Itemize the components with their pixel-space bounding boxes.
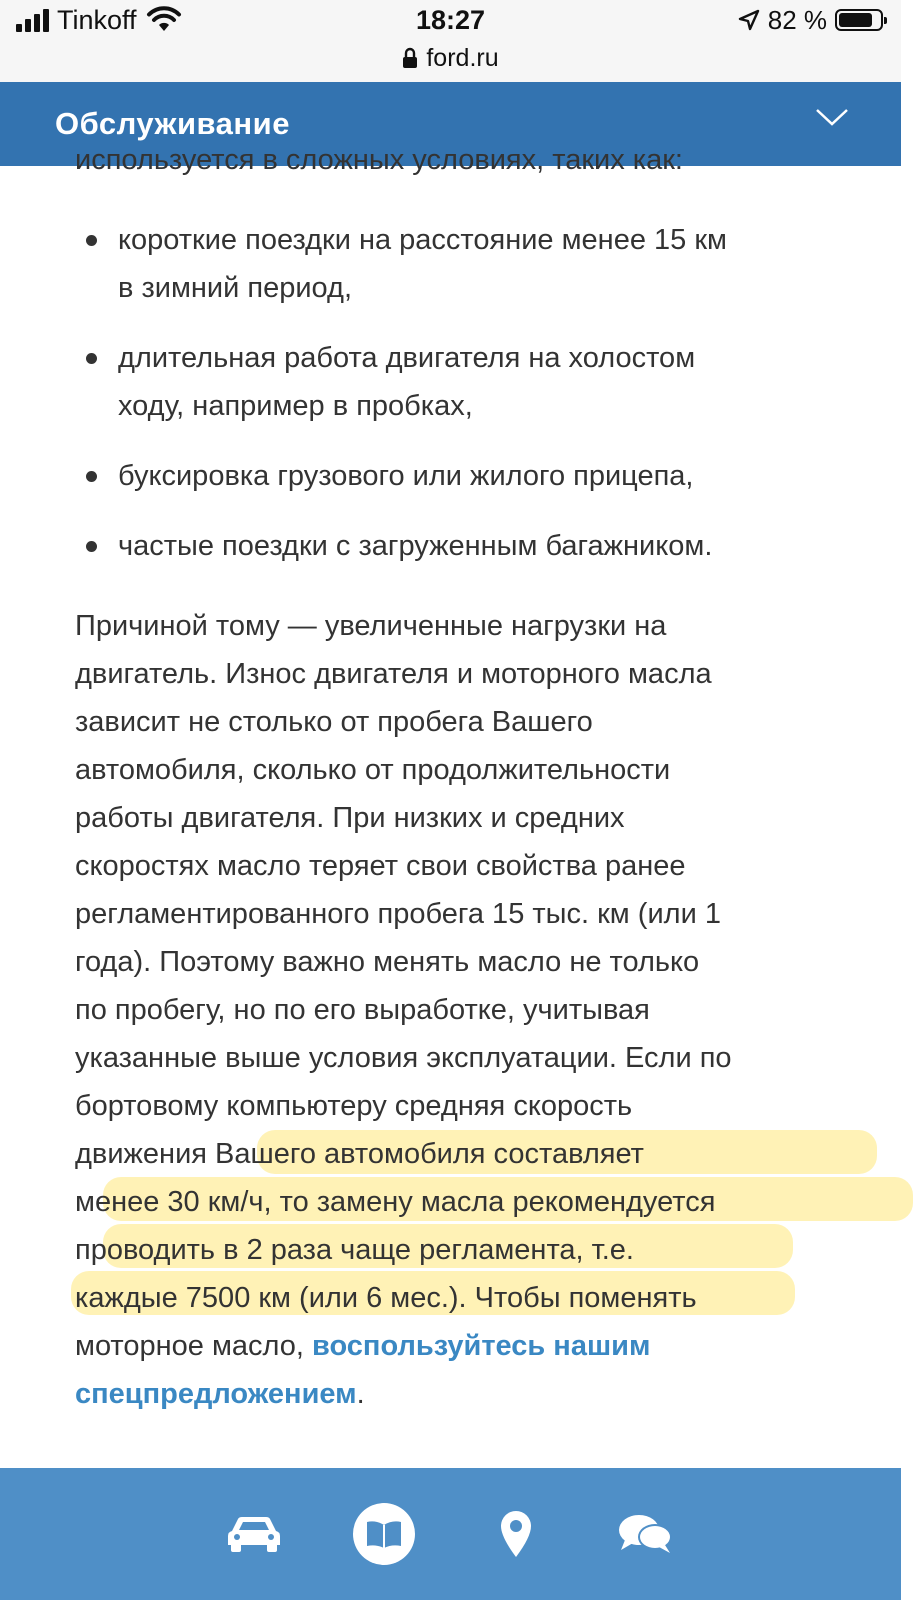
book-icon [365,1519,403,1549]
url-text[interactable]: ford.ru [426,43,499,72]
paragraph-line: движения Вашего автомобиля составляет [75,1138,644,1170]
address-bar[interactable] [0,40,901,76]
paragraph-line [75,1370,835,1418]
paragraph-line: года). Поэтому важно менять масло не только [75,946,700,978]
paragraph-text: моторное масло, [75,1330,313,1362]
nav-item-vehicle[interactable] [222,1502,286,1566]
car-icon [226,1513,282,1555]
chevron-down-icon[interactable] [815,106,849,128]
status-bar [0,0,901,82]
paragraph-line: проводить в 2 раза чаще регламента, т.е. [75,1234,634,1266]
battery-icon [835,9,883,31]
paragraph-line [75,1322,835,1370]
paragraph-line: регламентированного пробега 15 тыс. км (или 1 [75,898,721,930]
list-item-line: короткие поездки на расстояние менее 15 км [118,224,727,256]
battery-percent: 82 % [767,4,827,35]
cut-off-line: используется в сложных условиях, таких как: [75,144,683,176]
carrier-name: Tinkoff [57,4,137,35]
paragraph-line: зависит не столько от пробега Вашего [75,706,593,738]
location-pin-icon [498,1509,534,1559]
list-item [0,522,901,570]
paragraph-line: двигатель. Износ двигателя и моторного масла [75,658,712,690]
bottom-nav [0,1468,901,1600]
nav-item-guide[interactable] [353,1503,415,1565]
paragraph-line: менее 30 км/ч, то замену масла рекомендуется [75,1186,716,1218]
paragraph-period: . [356,1378,365,1410]
paragraph-line: бортовому компьютеру средняя скорость [75,1090,633,1122]
article-content [0,144,901,1468]
page-title: Обслуживание [55,106,290,141]
paragraph-line: работы двигателя. При низких и средних [75,802,625,834]
lock-icon [402,47,418,69]
paragraph-line: по пробегу, но по его выработке, учитывая [75,994,650,1026]
status-right [738,2,883,38]
list-item-line: буксировка грузового или жилого прицепа, [118,460,694,492]
paragraph-line: каждые 7500 км (или 6 мес.). Чтобы поменять [75,1282,697,1314]
nav-item-chat[interactable] [614,1502,678,1566]
chat-icon [617,1512,675,1556]
bullet-dot [86,541,97,552]
location-arrow-icon [738,9,760,31]
paragraph-line: Причиной тому — увеличенные нагрузки на [75,610,667,642]
battery-cap [884,17,887,24]
bullet-dot [86,471,97,482]
special-offer-link[interactable]: воспользуйтесь нашим [312,1330,651,1362]
list-item-line: в зимний период, [118,272,352,304]
list-item-line: длительная работа двигателя на холостом [118,342,696,374]
nav-item-dealers[interactable] [484,1502,548,1566]
paragraph-line: скоростях масло теряет свои свойства ранее [75,850,686,882]
paragraph-line: автомобиля, сколько от продолжительности [75,754,671,786]
list-item [0,334,901,430]
list-item [0,452,901,500]
list-item-line: частые поездки с загруженным багажником. [118,530,713,562]
battery-fill [839,13,872,27]
status-time: 18:27 [415,5,486,35]
bullet-dot [86,235,97,246]
conditions-list [0,216,901,592]
paragraph-line: указанные выше условия эксплуатации. Если по [75,1042,732,1074]
article-paragraph [75,602,835,1418]
list-item-line: ходу, например в пробках, [118,390,473,422]
bullet-dot [86,353,97,364]
special-offer-link-continued[interactable]: спецпредложением [75,1378,357,1410]
list-item [0,216,901,312]
